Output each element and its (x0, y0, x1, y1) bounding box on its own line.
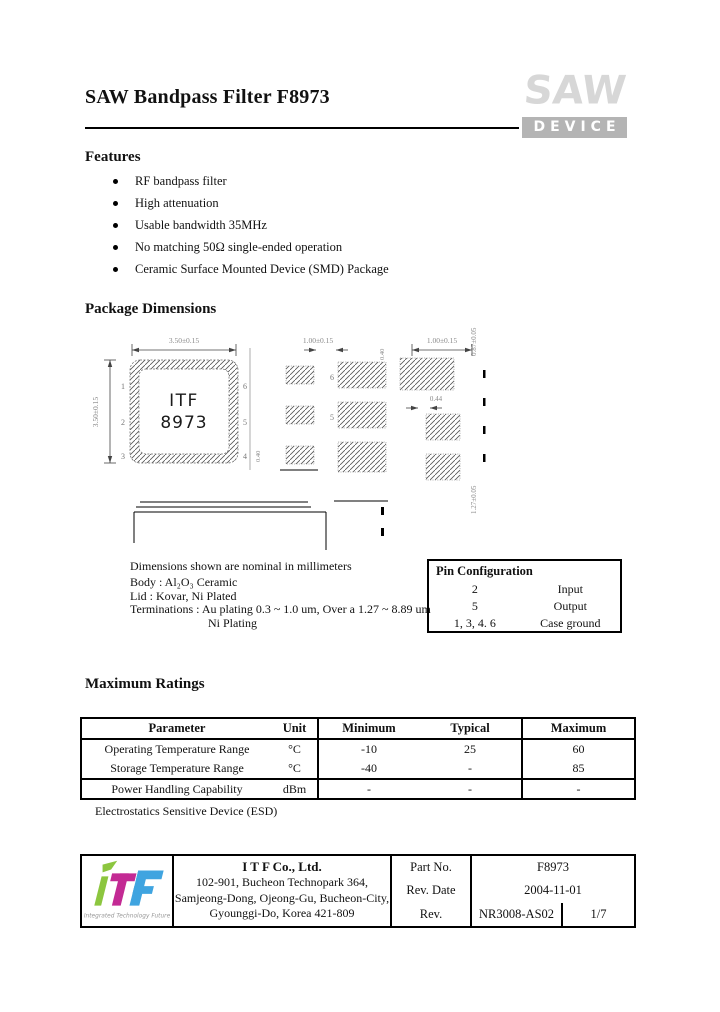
table-cell: 25 (464, 742, 476, 756)
feature-text: RF bandpass filter (135, 173, 227, 188)
dim-pad-height: 0.87±0.05 (470, 327, 478, 356)
part-no-value: F8973 (537, 860, 569, 875)
dimensions-note: Dimensions shown are nominal in millimeters (130, 559, 352, 573)
pin-cell: 2 (471, 582, 478, 596)
rev-row (472, 903, 634, 926)
material-lid: Lid : Kovar, Ni Plated (130, 588, 237, 603)
table-cell: °C (288, 742, 301, 756)
list-item (113, 192, 533, 214)
function-cell: Input (557, 582, 583, 596)
pin-number: 5 (330, 413, 334, 422)
footer-table (80, 854, 636, 928)
column-header: Unit (272, 719, 317, 740)
pin-number: 5 (243, 418, 247, 427)
itf-logo (82, 856, 174, 926)
dim-body-width: 3.50±0.15 (168, 336, 200, 345)
dim-side: 0.40 (255, 450, 262, 462)
maximum-ratings-table (80, 717, 636, 800)
pin-number: 2 (121, 418, 125, 427)
saw-device-logo (520, 68, 630, 138)
feature-text: No matching 50Ω single-ended operation (135, 239, 343, 254)
chip-marking-line1: ITF (169, 391, 199, 411)
feature-text: Usable bandwidth 35MHz (135, 217, 267, 232)
title-divider (85, 127, 519, 129)
saw-logo-word: SAW (521, 68, 629, 114)
package-dimensions-drawing (90, 300, 530, 558)
itf-logo-icon (84, 860, 170, 922)
company-address-line: Gyounggi-Do, Korea 421-809 (209, 906, 355, 920)
table-cell: 60 (521, 740, 634, 759)
table-cell: °C (288, 761, 301, 775)
bullet-icon (113, 179, 118, 184)
table-cell: Power Handling Capability (82, 778, 272, 798)
bullet-icon (113, 245, 118, 250)
table-row (429, 615, 620, 632)
package-dimensions-heading: Package Dimensions (85, 301, 217, 317)
list-item (113, 236, 533, 258)
table-cell: -10 (317, 740, 419, 759)
table-cell: 85 (521, 759, 634, 778)
pin-cell: 1, 3, 4. 6 (453, 616, 496, 630)
footer-labels (392, 856, 472, 926)
column-header: Minimum (317, 719, 419, 740)
company-info (174, 856, 392, 926)
rev-date-value: 2004-11-01 (524, 883, 582, 898)
feature-text: High attenuation (135, 195, 219, 210)
column-header: Parameter (82, 719, 272, 740)
dim-pad-pitch: 1.27±0.05 (470, 485, 478, 514)
rev-date-label: Rev. Date (406, 883, 456, 898)
dim-land: 1.00±0.15 (302, 336, 334, 345)
dim-pad-offset: 0.44 (429, 395, 443, 403)
part-no-label: Part No. (410, 860, 452, 875)
company-name: I T F Co., Ltd. (242, 859, 322, 874)
column-header: Typical (419, 719, 521, 740)
footer-values (472, 856, 634, 926)
pin-number: 3 (121, 452, 125, 461)
column-header: Maximum (521, 719, 634, 740)
dim-body-height: 3.50±0.15 (91, 396, 100, 428)
function-cell: Output (553, 599, 587, 613)
table-row (429, 598, 620, 615)
feature-text: Ceramic Surface Mounted Device (SMD) Package (135, 261, 389, 276)
list-item (113, 170, 533, 192)
features-list (113, 170, 533, 280)
company-address-line: 102-901, Bucheon Technopark 364, (196, 875, 368, 889)
pin-number: 6 (243, 382, 247, 391)
list-item (113, 258, 533, 280)
maximum-ratings-heading: Maximum Ratings (85, 676, 205, 692)
company-address-line: Samjeong-Dong, Ojeong-Gu, Bucheon-City, (174, 890, 390, 905)
device-logo-bar: DEVICE (522, 117, 627, 138)
pin-config-heading: Pin Configuration (436, 564, 533, 578)
bullet-icon (113, 201, 118, 206)
pin-number: 4 (243, 452, 247, 461)
material-body: Body : Al₂O₃ Ceramic (130, 575, 238, 589)
rev-label: Rev. (419, 906, 443, 921)
table-cell: - (468, 761, 472, 775)
material-plating: Ni Plating (208, 615, 258, 630)
features-heading: Features (85, 149, 141, 165)
bullet-icon (113, 223, 118, 228)
bullet-icon (113, 267, 118, 272)
table-cell: Operating Temperature Range (104, 742, 250, 756)
itf-tagline: Integrated Technology Future (84, 913, 170, 920)
table-cell: - (419, 778, 521, 798)
pin-configuration-table (427, 559, 622, 633)
materials-notes (130, 576, 431, 630)
dim-pad: 1.00±0.15 (426, 336, 458, 345)
page-number: 1/7 (561, 903, 634, 926)
pin-cell: 5 (471, 599, 478, 613)
table-cell: - (317, 778, 419, 798)
table-cell: - (521, 778, 634, 798)
material-terminations: Terminations : Au plating 0.3 ~ 1.0 um, Over a 1.27 ~ 8.89 um (130, 602, 431, 616)
list-item (113, 214, 533, 236)
pin-number: 1 (121, 382, 125, 391)
chip-marking-line2: 8973 (160, 413, 208, 433)
page-title: SAW Bandpass Filter F8973 (85, 86, 330, 108)
dim-gap: 0.40 (379, 348, 386, 360)
pin-number: 6 (330, 373, 334, 382)
table-row (429, 581, 620, 598)
rev-value: NR3008-AS02 (479, 906, 555, 921)
esd-note: Electrostatics Sensitive Device (ESD) (95, 804, 278, 818)
table-cell: -40 (317, 759, 419, 778)
table-cell: dBm (272, 778, 317, 798)
function-cell: Case ground (540, 616, 601, 630)
table-cell: Storage Temperature Range (110, 761, 244, 775)
